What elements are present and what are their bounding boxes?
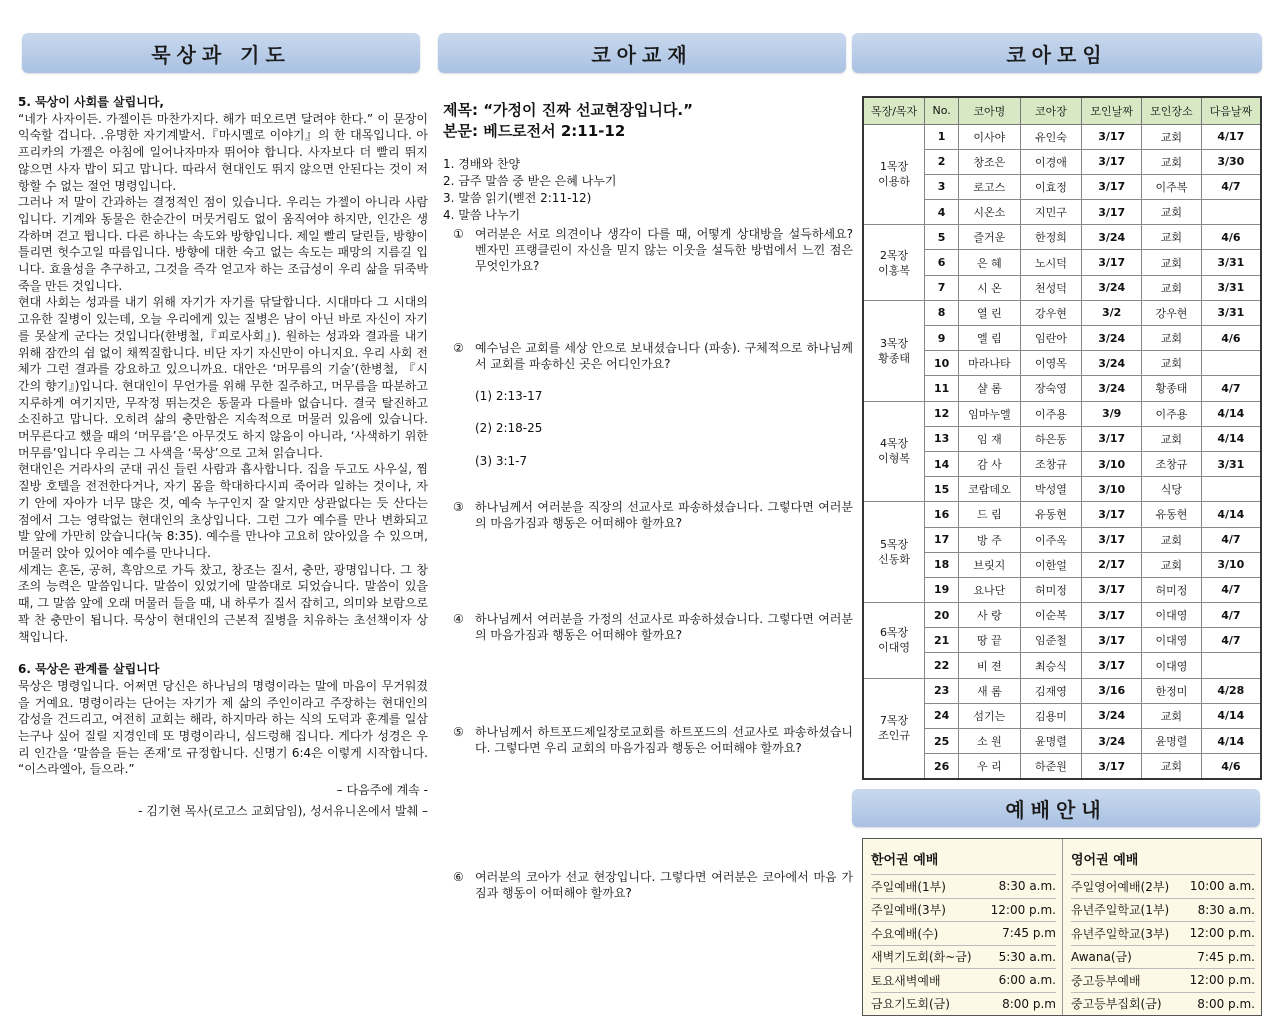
banner-textbook: 코아교재 bbox=[438, 33, 846, 73]
meeting-date: 2/17 bbox=[1082, 552, 1142, 577]
question-number: ④ bbox=[453, 612, 464, 626]
row-number: 7 bbox=[925, 275, 959, 300]
meeting-date: 3/17 bbox=[1082, 124, 1142, 149]
meeting-date: 3/10 bbox=[1082, 451, 1142, 476]
meeting-place: 교회 bbox=[1142, 426, 1202, 451]
question-1 bbox=[453, 226, 853, 274]
table-row bbox=[863, 678, 1261, 703]
service-name: 수요예배(수) bbox=[871, 926, 939, 941]
coa-name: 마라나타 bbox=[959, 351, 1021, 376]
coa-name: 시 온 bbox=[959, 275, 1021, 300]
meeting-place: 허미정 bbox=[1142, 577, 1202, 602]
service-time: 5:30 a.m. bbox=[998, 949, 1056, 964]
coa-leader: 조창규 bbox=[1020, 451, 1082, 476]
meeting-place: 교회 bbox=[1142, 275, 1202, 300]
row-number: 26 bbox=[925, 754, 959, 779]
service-time: 12:00 p.m. bbox=[1189, 926, 1255, 941]
coa-name: 감 사 bbox=[959, 451, 1021, 476]
next-date bbox=[1201, 477, 1261, 502]
group-leader: 이용하 bbox=[878, 175, 911, 189]
col-header: 모인장소 bbox=[1142, 97, 1202, 124]
group-cell bbox=[863, 300, 925, 401]
row-number: 25 bbox=[925, 729, 959, 754]
group-cell bbox=[863, 225, 925, 301]
meeting-date: 3/17 bbox=[1082, 754, 1142, 779]
worship-row bbox=[871, 945, 1056, 969]
meeting-date: 3/17 bbox=[1082, 200, 1142, 225]
service-time: 8:30 a.m. bbox=[1197, 902, 1255, 917]
meeting-place: 교회 bbox=[1142, 351, 1202, 376]
section5-paragraph: 그러나 저 말이 간과하는 결정적인 점이 있습니다. 우리는 가젤이 아니라 사람입니다. 기계와 동물은 한순간이 머뭇거림도 없이 움직여야 하지만, 인간은 생각하며 걷고 뜁니다. 다른 하나는 속도와 방향입니다. 제일 빨리 달린들, 방향이 틀리면 헛수고일 따름입니다. 방향에 대한 숙고 없는 속도는 패망의 지름길 입니다. 효율성을 추구하고, 그것을 즉각 얻고자 하는 조급성이 우리 삶을 뒤죽박죽을 만든 것입니다. bbox=[18, 195, 428, 293]
coa-name: 임마누엘 bbox=[959, 401, 1021, 426]
section5-paragraph: 세계는 혼돈, 공허, 흑암으로 가득 찼고, 창조는 질서, 충만, 광명입니다. 그 창조의 능력은 말씀입니다. 말씀이 있었기에 말씀대로 되었습니다. 말씀이 있을 때, 그 말씀 앞에 오래 머물러 들을 때, 내 하루가 질서 잡히고, 의미와 보람으로 꽉 찬 충만이 됩니다. 묵상이 현대인의 근본적 질병을 치유하는 초선책이자 상책입니다. bbox=[18, 562, 428, 644]
group-name: 2목장 bbox=[879, 248, 909, 262]
worship-row bbox=[871, 921, 1056, 945]
meeting-date: 3/17 bbox=[1082, 628, 1142, 653]
row-number: 22 bbox=[925, 653, 959, 678]
worship-row bbox=[871, 898, 1056, 922]
meeting-place: 강우현 bbox=[1142, 300, 1202, 325]
row-number: 12 bbox=[925, 401, 959, 426]
english-worship-title: 영어권 예배 bbox=[1071, 853, 1139, 868]
group-name: 1목장 bbox=[879, 160, 909, 174]
coa-leader: 임준철 bbox=[1020, 628, 1082, 653]
worship-row bbox=[871, 874, 1056, 898]
table-row bbox=[863, 401, 1261, 426]
subref-1: (1) 2:13-17 bbox=[475, 389, 543, 403]
meeting-date: 3/10 bbox=[1082, 477, 1142, 502]
next-date: 4/7 bbox=[1201, 174, 1261, 199]
next-date: 3/31 bbox=[1201, 451, 1261, 476]
next-date: 4/14 bbox=[1201, 426, 1261, 451]
worship-row bbox=[1071, 898, 1255, 922]
row-number: 11 bbox=[925, 376, 959, 401]
question-2 bbox=[453, 340, 853, 372]
coa-name: 드 림 bbox=[959, 502, 1021, 527]
coa-leader: 이효정 bbox=[1020, 174, 1082, 199]
meeting-place: 교회 bbox=[1142, 703, 1202, 728]
meeting-date: 3/9 bbox=[1082, 401, 1142, 426]
coa-name: 코람데오 bbox=[959, 477, 1021, 502]
coa-leader: 장숙영 bbox=[1020, 376, 1082, 401]
coa-name: 샬 롬 bbox=[959, 376, 1021, 401]
meeting-place: 교회 bbox=[1142, 754, 1202, 779]
group-leader: 신동화 bbox=[878, 553, 911, 567]
coa-leader: 이주용 bbox=[1020, 401, 1082, 426]
next-date: 4/14 bbox=[1201, 729, 1261, 754]
meeting-date: 3/24 bbox=[1082, 376, 1142, 401]
next-date: 4/17 bbox=[1201, 124, 1261, 149]
coa-leader: 최승식 bbox=[1020, 653, 1082, 678]
row-number: 4 bbox=[925, 200, 959, 225]
service-time: 8:00 p.m. bbox=[1197, 996, 1255, 1011]
row-number: 3 bbox=[925, 174, 959, 199]
worship-row bbox=[1071, 874, 1255, 898]
service-name: 토요새벽예배 bbox=[871, 973, 941, 988]
next-date: 4/7 bbox=[1201, 527, 1261, 552]
row-number: 5 bbox=[925, 225, 959, 250]
row-number: 10 bbox=[925, 351, 959, 376]
meeting-date: 3/17 bbox=[1082, 426, 1142, 451]
service-order bbox=[443, 156, 853, 224]
service-time: 10:00 a.m. bbox=[1189, 879, 1255, 894]
col-header: No. bbox=[925, 97, 959, 124]
coa-leader: 이영목 bbox=[1020, 351, 1082, 376]
meeting-place: 유동현 bbox=[1142, 502, 1202, 527]
coa-name: 즐거운 bbox=[959, 225, 1021, 250]
coa-name: 우 리 bbox=[959, 754, 1021, 779]
row-number: 21 bbox=[925, 628, 959, 653]
section5-paragraph: 현대 사회는 성과를 내기 위해 자기가 자기를 닦달합니다. 시대마다 그 시대의 고유한 질병이 있는데, 오늘 우리에게 있는 질병은 남이 아닌 바로 자신이 자기를 못살게 군다는 것입니다(한병철,『피로사회』). 원하는 성과와 결과를 내기 위해 잠깐의 쉼 없이 채찍질합니다. 비단 자기 자신만이 아니지요. 우리 사회 전체가 그런 결과를 강요하고 있으니까요. 대안은 ‘머무름의 기술’(한병철, 『시간의 향기』)입니다. 현대인이 무언가를 위해 무한 질주하고, 머무름을 따분하고 지루하게 여기지만, 무작정 뛰는것은 동물과 다를바 없습니다. 결국 탈진하고 소진하고 맙니다. 오히려 삶의 충만함은 지속적으로 머물러 있음에 있습니다. 머무른다고 했을 때의 ‘머무름’은 아무것도 하지 않음이 아니라, ‘사색하기 위한 머무름’입니다 우리는 그 사색을 ‘묵상’으로 고쳐 읽습니다. bbox=[18, 295, 428, 460]
col-header: 코아장 bbox=[1020, 97, 1082, 124]
meeting-place: 윤명렬 bbox=[1142, 729, 1202, 754]
meeting-date: 3/16 bbox=[1082, 678, 1142, 703]
row-number: 14 bbox=[925, 451, 959, 476]
next-date: 4/14 bbox=[1201, 703, 1261, 728]
service-name: 유년주일학교(1부) bbox=[1071, 903, 1170, 918]
question-text: 여러분은 서로 의견이나 생각이 다를 때, 어떻게 상대방을 설득하세요? 벤자민 프랭클린이 자신을 믿지 않는 이웃을 설득한 방법에서 느낀 점은 무엇인가요? bbox=[475, 227, 853, 273]
service-time: 6:00 a.m. bbox=[998, 973, 1056, 988]
coa-name: 비 젼 bbox=[959, 653, 1021, 678]
coa-name: 로고스 bbox=[959, 174, 1021, 199]
question-number: ③ bbox=[453, 500, 464, 514]
coa-leader: 천성덕 bbox=[1020, 275, 1082, 300]
meeting-date: 3/24 bbox=[1082, 703, 1142, 728]
coa-leader: 김용미 bbox=[1020, 703, 1082, 728]
table-row bbox=[863, 502, 1261, 527]
row-number: 8 bbox=[925, 300, 959, 325]
row-number: 1 bbox=[925, 124, 959, 149]
coa-name: 열 린 bbox=[959, 300, 1021, 325]
next-date: 3/31 bbox=[1201, 300, 1261, 325]
service-time: 12:00 p.m. bbox=[990, 902, 1056, 917]
meeting-date: 3/24 bbox=[1082, 225, 1142, 250]
service-name: 중고등부예배 bbox=[1071, 973, 1141, 988]
coa-leader: 박성열 bbox=[1020, 477, 1082, 502]
next-date: 4/28 bbox=[1201, 678, 1261, 703]
question-3 bbox=[453, 499, 853, 531]
meeting-place: 이대영 bbox=[1142, 628, 1202, 653]
meeting-place: 교회 bbox=[1142, 149, 1202, 174]
meeting-place: 이대영 bbox=[1142, 603, 1202, 628]
meeting-date: 3/17 bbox=[1082, 603, 1142, 628]
group-cell bbox=[863, 678, 925, 779]
meeting-date: 3/24 bbox=[1082, 275, 1142, 300]
next-date: 4/7 bbox=[1201, 577, 1261, 602]
meeting-place: 식당 bbox=[1142, 477, 1202, 502]
col-header: 다음날짜 bbox=[1201, 97, 1261, 124]
row-number: 20 bbox=[925, 603, 959, 628]
question-number: ② bbox=[453, 341, 464, 355]
row-number: 6 bbox=[925, 250, 959, 275]
group-cell bbox=[863, 502, 925, 603]
question-number: ① bbox=[453, 227, 464, 241]
section6-title: 6. 묵상은 관계를 살립니다 bbox=[18, 662, 160, 677]
coa-name: 시온소 bbox=[959, 200, 1021, 225]
coa-leader: 하준원 bbox=[1020, 754, 1082, 779]
service-name: 주일예배(3부) bbox=[871, 903, 946, 918]
meeting-date: 3/17 bbox=[1082, 250, 1142, 275]
question-6 bbox=[453, 869, 853, 901]
meeting-date: 3/24 bbox=[1082, 326, 1142, 351]
row-number: 15 bbox=[925, 477, 959, 502]
coa-leader: 강우현 bbox=[1020, 300, 1082, 325]
meeting-date: 3/17 bbox=[1082, 149, 1142, 174]
table-header-row bbox=[863, 97, 1261, 124]
coa-name: 요나단 bbox=[959, 577, 1021, 602]
coa-leader: 임란아 bbox=[1020, 326, 1082, 351]
meeting-place: 교회 bbox=[1142, 225, 1202, 250]
coa-leader: 하은동 bbox=[1020, 426, 1082, 451]
coa-name: 창조은 bbox=[959, 149, 1021, 174]
next-date: 3/31 bbox=[1201, 250, 1261, 275]
next-date: 4/7 bbox=[1201, 628, 1261, 653]
next-date: 4/6 bbox=[1201, 225, 1261, 250]
section5-paragraph: “네가 사자이든. 가젤이든 마찬가지다. 해가 떠오르면 달려야 한다.” 이 문장이 익숙할 겁니다. .유명한 자기계발서.『마시멜로 이야기』의 한 대목입니다. 아프리카의 가젤은 아침에 일어나자마자 뛰어야 합니다. 사자보다 더 빨리 뛰지 않으면 사자 밥이 되고 맙니다. 따라서 현대인도 뛰지 않으면 안된다는 것이 저항할 수 없는 절언 명령입니다. bbox=[18, 111, 428, 193]
next-date: 4/7 bbox=[1201, 376, 1261, 401]
question-text: 여러분의 코아가 선교 현장입니다. 그렇다면 여러분은 코아에서 마음 가짐과 행동이 어떠해야 할까요? bbox=[475, 870, 853, 900]
next-date: 3/10 bbox=[1201, 552, 1261, 577]
section5-paragraph: 현대인은 거라사의 군대 귀신 들린 사람과 흡사합니다. 집을 두고도 사우실, 찜질방 호텔을 전전한다거나, 자기 몸을 학대하다시피 죽어라 일하는 것이나, 자기 안에 자아가 너무 많은 것, 예숙 누구인지 잘 알지만 상관없다는 듯 산다는 점에서 그는 영락없는 현대인의 초상입니다. 그런 그가 예수를 만나 변화되고 발 앞에 가만히 앉습니다(눅 8:35). 예수를 만나야 고요히 앉아있을 수 있으며, 머물러 앉아 있어야 예수를 만나니다. bbox=[18, 462, 428, 560]
banner-worship: 예배안내 bbox=[852, 789, 1260, 827]
coa-leader: 허미정 bbox=[1020, 577, 1082, 602]
service-name: 중고등부집회(금) bbox=[1071, 997, 1162, 1012]
row-number: 18 bbox=[925, 552, 959, 577]
section5-title: 5. 묵상이 사회를 살립니다, bbox=[18, 95, 164, 109]
subref-3: (3) 3:1-7 bbox=[475, 454, 528, 468]
meeting-date: 3/17 bbox=[1082, 502, 1142, 527]
coa-name: 섬기는 bbox=[959, 703, 1021, 728]
continued-note: – 다음주에 계속 - bbox=[336, 783, 428, 798]
next-date: 3/31 bbox=[1201, 275, 1261, 300]
row-number: 23 bbox=[925, 678, 959, 703]
group-name: 3목장 bbox=[879, 336, 909, 350]
meeting-place: 황종태 bbox=[1142, 376, 1202, 401]
group-cell bbox=[863, 401, 925, 502]
next-date bbox=[1201, 351, 1261, 376]
group-leader: 조인규 bbox=[878, 729, 911, 743]
row-number: 2 bbox=[925, 149, 959, 174]
coa-name: 엘 림 bbox=[959, 326, 1021, 351]
subref-2: (2) 2:18-25 bbox=[475, 421, 543, 435]
worship-guide bbox=[862, 838, 1262, 1016]
lesson-title: 제목: “가정이 진짜 선교현장입니다.” bbox=[443, 101, 693, 119]
meeting-date: 3/24 bbox=[1082, 729, 1142, 754]
question-5 bbox=[453, 724, 853, 756]
meeting-place: 한정미 bbox=[1142, 678, 1202, 703]
group-name: 7목장 bbox=[879, 714, 909, 728]
coa-leader: 이경애 bbox=[1020, 149, 1082, 174]
group-name: 6목장 bbox=[879, 626, 909, 640]
group-leader: 이대영 bbox=[878, 641, 911, 655]
next-date: 4/14 bbox=[1201, 502, 1261, 527]
meeting-date: 3/17 bbox=[1082, 174, 1142, 199]
next-date: 4/7 bbox=[1201, 603, 1261, 628]
question-text: 하나님께서 여러분을 가정의 선교사로 파송하셨습니다. 그렇다면 여러분의 마음가짐과 행동은 어떠해야 할까요? bbox=[475, 612, 853, 642]
meeting-date: 3/17 bbox=[1082, 527, 1142, 552]
coa-name: 이사야 bbox=[959, 124, 1021, 149]
coa-leader: 유인숙 bbox=[1020, 124, 1082, 149]
coa-name: 새 롬 bbox=[959, 678, 1021, 703]
col-header: 코아명 bbox=[959, 97, 1021, 124]
coa-name: 방 주 bbox=[959, 527, 1021, 552]
meeting-place: 조창규 bbox=[1142, 451, 1202, 476]
meeting-place: 이주용 bbox=[1142, 401, 1202, 426]
worship-row bbox=[871, 968, 1056, 992]
group-cell bbox=[863, 124, 925, 225]
service-name: 주일영어예배(2부) bbox=[1071, 879, 1170, 894]
question-number: ⑥ bbox=[453, 870, 464, 884]
next-date bbox=[1201, 200, 1261, 225]
service-time: 12:00 p.m. bbox=[1189, 973, 1255, 988]
english-worship bbox=[1062, 839, 1261, 1015]
next-date bbox=[1201, 653, 1261, 678]
meditation-column bbox=[18, 94, 428, 1029]
table-row bbox=[863, 300, 1261, 325]
table-row bbox=[863, 225, 1261, 250]
meeting-place: 교회 bbox=[1142, 527, 1202, 552]
korean-worship bbox=[863, 839, 1062, 1015]
section6-paragraph: 묵상은 명령입니다. 어쩌면 당신은 하나님의 명령이라는 말에 마음이 무거워졌을 거예요. 명령이라는 단어는 자기가 제 삶의 주인이라고 주장하는 현대인의 감성을 건드리고, 여전히 교회는 해라, 하지마라 하는 식의 도덕과 훈계를 일삼는구나 싶어 질릴 지경인데 또 명령이라니, 심드렁해 집니다. 게다가 성경은 우리 인간을 ‘말씀을 듣는 존재’로 규정합니다. 신명기 6:4은 이렇게 시작합니다. “이스라엘아, 들으라.” bbox=[18, 678, 428, 777]
group-leader: 이형복 bbox=[878, 452, 911, 466]
meeting-place: 교회 bbox=[1142, 250, 1202, 275]
meeting-place: 교회 bbox=[1142, 552, 1202, 577]
meeting-date: 3/17 bbox=[1082, 653, 1142, 678]
coa-leader: 유동현 bbox=[1020, 502, 1082, 527]
banner-meeting: 코아모임 bbox=[852, 33, 1262, 73]
service-time: 8:30 a.m. bbox=[998, 879, 1056, 894]
textbook-column bbox=[443, 100, 853, 1020]
row-number: 13 bbox=[925, 426, 959, 451]
credit-note: - 김기현 목사(로고스 교회담임), 성서유니온에서 발췌 – bbox=[138, 803, 428, 818]
row-number: 19 bbox=[925, 577, 959, 602]
banner-meditation: 묵상과 기도 bbox=[22, 33, 420, 73]
table-row bbox=[863, 124, 1261, 149]
col-header: 목장/목자 bbox=[863, 97, 925, 124]
meeting-place: 교회 bbox=[1142, 124, 1202, 149]
group-name: 5목장 bbox=[879, 538, 909, 552]
row-number: 17 bbox=[925, 527, 959, 552]
question-text: 하나님께서 하트포드제일장로교회를 하트포드의 선교사로 파송하셨습니다. 그렇다면 우리 교회의 마음가짐과 행동은 어떠해야 할까요? bbox=[475, 725, 853, 755]
group-cell bbox=[863, 603, 925, 679]
korean-worship-title: 한어권 예배 bbox=[871, 853, 939, 868]
next-date: 4/6 bbox=[1201, 326, 1261, 351]
worship-row bbox=[1071, 968, 1255, 992]
coa-leader: 이순복 bbox=[1020, 603, 1082, 628]
service-name: 유년주일학교(3부) bbox=[1071, 926, 1170, 941]
coa-name: 사 랑 bbox=[959, 603, 1021, 628]
worship-row bbox=[871, 992, 1056, 1016]
service-name: 금요기도회(금) bbox=[871, 997, 950, 1012]
meeting-place: 교회 bbox=[1142, 326, 1202, 351]
meeting-place: 교회 bbox=[1142, 200, 1202, 225]
coa-name: 은 혜 bbox=[959, 250, 1021, 275]
service-time: 8:00 p.m bbox=[1002, 996, 1056, 1011]
row-number: 16 bbox=[925, 502, 959, 527]
coa-name: 땅 끝 bbox=[959, 628, 1021, 653]
question-text: 하나님께서 여러분을 직장의 선교사로 파송하셨습니다. 그렇다면 여러분의 마음가짐과 행동은 어떠해야 할까요? bbox=[475, 500, 853, 530]
coa-leader: 이한얼 bbox=[1020, 552, 1082, 577]
coa-leader: 윤명렬 bbox=[1020, 729, 1082, 754]
service-time: 7:45 p.m bbox=[1002, 926, 1056, 941]
meeting-date: 3/17 bbox=[1082, 577, 1142, 602]
coa-name: 임 재 bbox=[959, 426, 1021, 451]
coa-leader: 노시덕 bbox=[1020, 250, 1082, 275]
col-header: 모인날짜 bbox=[1082, 97, 1142, 124]
lesson-passage: 본문: 베드로전서 2:11-12 bbox=[443, 122, 626, 140]
meeting-place: 이대영 bbox=[1142, 653, 1202, 678]
coa-name: 소 원 bbox=[959, 729, 1021, 754]
question-text: 예수님은 교회를 세상 안으로 보내셨습니다 (파송). 구체적으로 하나님께서 교회를 파송하신 곳은 어디인가요? bbox=[475, 341, 853, 371]
order-item: 1. 경배와 찬양 bbox=[443, 157, 521, 171]
worship-row bbox=[1071, 945, 1255, 969]
service-name: Awana(금) bbox=[1071, 950, 1132, 965]
service-name: 새벽기도회(화~금) bbox=[871, 950, 972, 965]
group-leader: 이홍복 bbox=[878, 263, 911, 277]
meeting-date: 3/24 bbox=[1082, 351, 1142, 376]
group-leader: 황종태 bbox=[878, 351, 911, 365]
next-date: 4/6 bbox=[1201, 754, 1261, 779]
question-number: ⑤ bbox=[453, 725, 464, 739]
meeting-date: 3/2 bbox=[1082, 300, 1142, 325]
group-name: 4목장 bbox=[879, 437, 909, 451]
worship-row bbox=[1071, 992, 1255, 1016]
coa-leader: 지민구 bbox=[1020, 200, 1082, 225]
order-item: 2. 금주 말씀 중 받은 은혜 나누기 bbox=[443, 174, 617, 188]
next-date: 3/30 bbox=[1201, 149, 1261, 174]
meeting-place: 이주복 bbox=[1142, 174, 1202, 199]
table-row bbox=[863, 603, 1261, 628]
order-item: 3. 말씀 읽기(벧전 2:11-12) bbox=[443, 191, 592, 205]
coa-leader: 이주옥 bbox=[1020, 527, 1082, 552]
row-number: 9 bbox=[925, 326, 959, 351]
row-number: 24 bbox=[925, 703, 959, 728]
question-4 bbox=[453, 611, 853, 643]
coa-leader: 김재영 bbox=[1020, 678, 1082, 703]
service-name: 주일예배(1부) bbox=[871, 879, 946, 894]
worship-row bbox=[1071, 921, 1255, 945]
next-date: 4/14 bbox=[1201, 401, 1261, 426]
order-item: 4. 말씀 나누기 bbox=[443, 208, 521, 222]
coa-leader: 한정희 bbox=[1020, 225, 1082, 250]
coa-meeting-table bbox=[862, 96, 1262, 780]
coa-name: 브릿지 bbox=[959, 552, 1021, 577]
service-time: 7:45 p.m. bbox=[1197, 949, 1255, 964]
